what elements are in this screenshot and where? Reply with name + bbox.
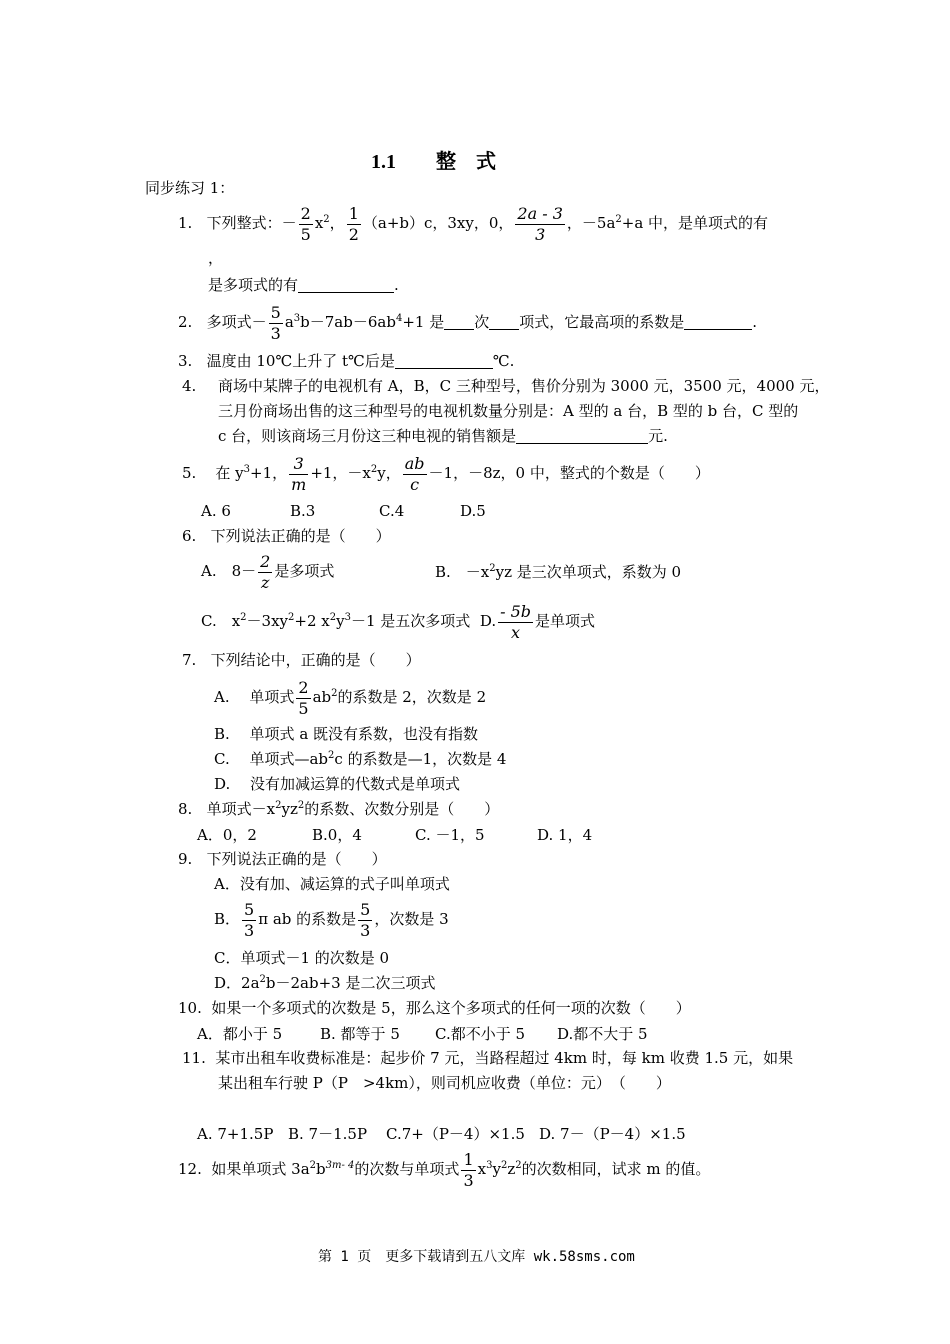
question-1-comma: ，: [208, 249, 224, 267]
q6-option-a: A. 8－ $\frac{2}{z}$ 是多项式: [201, 551, 335, 592]
q10-option-b: B. 都等于 5: [320, 1025, 400, 1043]
question-7: 7. 下列结论中，正确的是（ ）: [182, 651, 421, 669]
question-4-line1: 商场中某牌子的电视机有 A，B，C 三种型号，售价分别为 3000 元，3500 元，4000 元，: [218, 377, 830, 395]
q6-option-b: B. $-x^2yz$ 是三次单项式，系数为 0: [435, 563, 682, 581]
q7-option-b: B. 单项式 a 既没有系数，也没有指数: [214, 725, 479, 743]
q10-option-d: D.都不大于 5: [557, 1025, 648, 1043]
question-4: 4.: [182, 377, 197, 395]
answer-blank: [684, 314, 752, 330]
fraction: $\frac{3}{m}$: [291, 453, 307, 494]
q8-option-c: C. －1，5: [415, 826, 485, 844]
question-1: 1. 下列整式：－ $\frac{2}{5}$ $x^2$， $\frac{1}{2}$ （a+b）c，3xy，0， $\frac{2a - 3}{3}$ ，$-5a^2+a$ 中，是单项式的有: [178, 203, 769, 244]
question-6: 6. 下列说法正确的是（ ）: [182, 527, 391, 545]
q5-option-b: B.3: [290, 502, 316, 520]
section-heading: 同步练习 1：: [145, 179, 235, 197]
page-footer: 第 1 页 更多下载请到五八文库 wk.58sms.com: [318, 1249, 635, 1265]
q9-option-d: D．$2a^2b-2ab+3$ 是二次三项式: [214, 974, 436, 992]
q11-option-d: D. 7－（P－4）×1.5: [539, 1125, 686, 1143]
question-5: 5. 在 $y^3+1$， $\frac{3}{m}$ +1，$-x^2y$， $\frac{ab}{c}$ －1，－8z，0 中，整式的个数是（ ）: [182, 453, 710, 494]
q8-option-d: D. 1，4: [537, 826, 593, 844]
answer-blank: [298, 277, 394, 293]
q10-option-a: A．都小于 5: [197, 1025, 283, 1043]
answer-blank: [489, 314, 519, 330]
question-4-line3: c 台，则该商场三月份这三种电视的销售额是 元.: [218, 427, 668, 445]
fraction: $\frac{5}{3}$: [360, 899, 371, 940]
question-11-line2: 某出租车行驶 P（P >4km），则司机应收费（单位：元） （ ）: [218, 1074, 671, 1092]
fraction: $\frac{2}{5}$: [298, 677, 309, 718]
q6-option-c-d: C. $x^2-3xy^2+2$ $x^2y^3-1$ 是五次多项式 D. $\frac{- 5b}{x}$ 是单项式: [201, 601, 596, 642]
question-12: 12. 如果单项式 $3a^2b^{3m- 4}$的次数与单项式 $\frac{1}{3}$ $x^3y^2z^2$的次数相同，试求 m 的值。: [178, 1149, 711, 1190]
question-3: 3. 温度由 10℃上升了 t℃后是 ℃.: [178, 352, 515, 370]
q9-option-b: B． $\frac{5}{3}$ π ab 的系数是 $\frac{5}{3}$ ，次数是 3: [214, 899, 449, 940]
fraction: $\frac{2}{z}$: [260, 551, 271, 592]
answer-blank: [516, 428, 648, 444]
question-10: 10. 如果一个多项式的次数是 5，那么这个多项式的任何一项的次数（ ）: [178, 999, 691, 1017]
answer-blank: [395, 353, 493, 369]
fraction: $\frac{2}{5}$: [300, 203, 311, 244]
q9-option-a: A．没有加、减运算的式子叫单项式: [214, 875, 450, 893]
page-title: 1.1 整 式: [371, 151, 496, 173]
question-1-line2: 是多项式的有 .: [208, 276, 399, 294]
q7-option-d: D. 没有加减运算的代数式是单项式: [214, 775, 461, 793]
fraction: $\frac{1}{2}$: [348, 203, 359, 244]
question-8: 8. 单项式$-x^2yz^2$的系数、次数分别是（ ）: [178, 800, 500, 818]
fraction: $\frac{- 5b}{x}$: [500, 601, 532, 642]
q8-option-a: A．0，2: [197, 826, 257, 844]
q7-option-c: C. 单项式$—ab^2c$ 的系数是—1，次数是 4: [214, 750, 507, 768]
q11-option-b: B. 7－1.5P: [288, 1125, 368, 1143]
question-2: 2. 多项式－ $\frac{5}{3}$ $a^3b-7ab-6ab^4+1$ 是 次 项式，它最高项的系数是 .: [178, 302, 758, 343]
q5-option-c: C.4: [379, 502, 405, 520]
question-9: 9. 下列说法正确的是（ ）: [178, 850, 387, 868]
q10-option-c: C.都不小于 5: [435, 1025, 526, 1043]
q9-option-c: C．单项式－1 的次数是 0: [214, 949, 390, 967]
fraction: $\frac{5}{3}$: [244, 899, 255, 940]
question-11: 11. 某市出租车收费标准是：起步价 7 元，当路程超过 4km 时，每 km 收费 1.5 元，如果: [182, 1049, 794, 1067]
question-4-line2: 三月份商场出售的这三种型号的电视机数量分别是：A 型的 a 台，B 型的 b 台，C 型的: [218, 402, 799, 420]
answer-blank: [444, 314, 474, 330]
q11-option-c: C.7+（P－4）×1.5: [386, 1125, 525, 1143]
fraction: $\frac{2a - 3}{3}$: [517, 203, 563, 244]
fraction: $\frac{5}{3}$: [270, 302, 281, 343]
q11-option-a: A. 7+1.5P: [197, 1125, 274, 1143]
q5-option-a: A. 6: [201, 502, 231, 520]
fraction: $\frac{1}{3}$: [463, 1149, 474, 1190]
q7-option-a: A. 单项式 $\frac{2}{5}$ $ab^2$的系数是 2，次数是 2: [214, 677, 487, 718]
fraction: $\frac{ab}{c}$: [404, 453, 425, 494]
q5-option-d: D.5: [460, 502, 486, 520]
q8-option-b: B.0，4: [312, 826, 362, 844]
